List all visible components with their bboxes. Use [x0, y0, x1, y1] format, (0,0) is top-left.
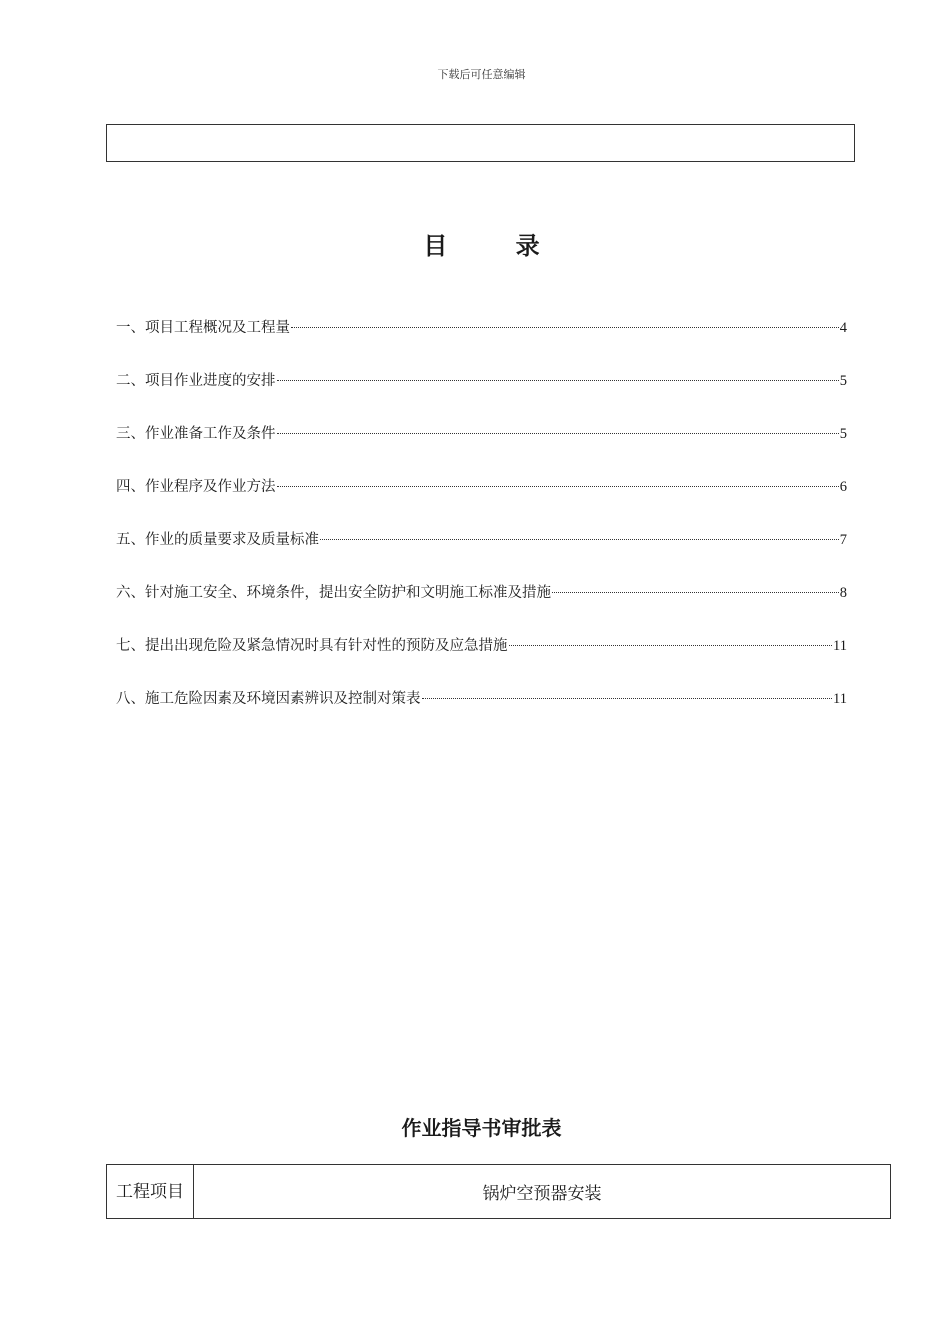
toc-page-number: 5 [839, 373, 847, 389]
toc-item-8[interactable] [116, 689, 847, 742]
toc-dot-leader [509, 645, 833, 646]
toc-item-4[interactable] [116, 477, 847, 530]
toc-page-number: 7 [839, 532, 847, 548]
toc-item-text: 六、针对施工安全、环境条件，提出安全防护和文明施工标准及措施 [116, 585, 551, 601]
toc-page-number: 5 [839, 426, 847, 442]
toc-page-number: 11 [833, 691, 847, 707]
header-note: 下载后可任意编辑 [437, 68, 526, 81]
project-label-cell: 工程项目 [107, 1165, 194, 1219]
toc-dot-leader [320, 539, 839, 540]
toc-page-number: 8 [839, 585, 847, 601]
toc-dot-leader [277, 380, 839, 381]
toc-item-6[interactable] [116, 583, 847, 636]
toc-item-7[interactable] [116, 636, 847, 689]
toc-item-text: 一、项目工程概况及工程量 [116, 320, 290, 336]
empty-title-box [106, 124, 855, 162]
toc-dot-leader [552, 592, 839, 593]
toc-item-text: 四、作业程序及作业方法 [116, 479, 276, 495]
toc-item-text: 五、作业的质量要求及质量标准 [116, 532, 319, 548]
toc-item-text: 三、作业准备工作及条件 [116, 426, 276, 442]
toc-list [116, 318, 847, 742]
toc-item-text: 八、施工危险因素及环境因素辨识及控制对策表 [116, 691, 421, 707]
toc-item-2[interactable] [116, 371, 847, 424]
toc-dot-leader [277, 433, 839, 434]
table-row [107, 1165, 891, 1219]
toc-item-1[interactable] [116, 318, 847, 371]
toc-item-text: 七、提出出现危险及紧急情况时具有针对性的预防及应急措施 [116, 638, 508, 654]
approval-table [106, 1164, 891, 1219]
toc-page-number: 11 [833, 638, 847, 654]
toc-item-text: 二、项目作业进度的安排 [116, 373, 276, 389]
approval-table-title: 作业指导书审批表 [401, 1116, 562, 1140]
toc-dot-leader [277, 486, 839, 487]
toc-title: 目 录 [423, 231, 570, 260]
toc-dot-leader [422, 698, 833, 699]
project-value-cell: 锅炉空预器安装 [194, 1165, 891, 1219]
toc-item-5[interactable] [116, 530, 847, 583]
toc-page-number: 4 [839, 320, 847, 336]
toc-dot-leader [291, 327, 839, 328]
toc-page-number: 6 [839, 479, 847, 495]
toc-item-3[interactable] [116, 424, 847, 477]
